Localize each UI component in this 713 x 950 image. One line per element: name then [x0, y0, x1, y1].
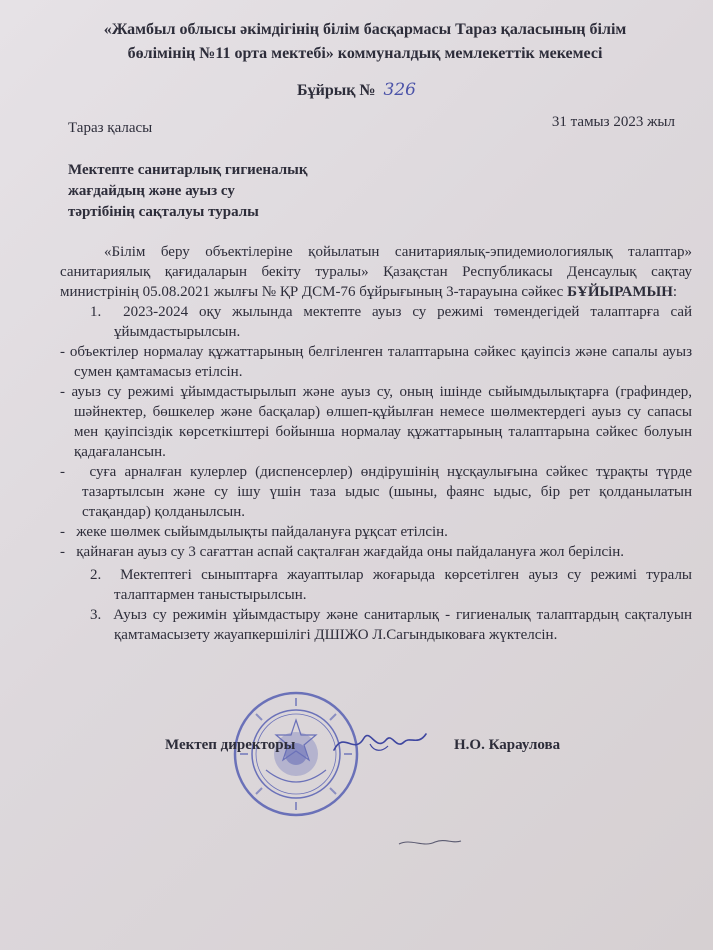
item-marker: - [60, 384, 65, 400]
list-item [60, 565, 692, 605]
subject-line-3: тәртібінің сақталуы туралы [68, 204, 259, 220]
item-marker: - [60, 544, 65, 560]
date: 31 тамыз 2023 жыл [551, 114, 675, 130]
item-marker: - [60, 344, 65, 360]
order-number: 326 [383, 80, 416, 100]
org-line-1: «Жамбыл облысы әкімдігінің білім басқармасы Тараз қаласының білім [103, 21, 627, 38]
signatory-name: Н.О. Караулова [454, 737, 561, 753]
subject-line-1: Мектепте санитарлық гигиеналық [68, 162, 308, 178]
list-item [60, 522, 692, 542]
command-colon: : [672, 284, 678, 300]
item-marker: 1. [90, 304, 102, 320]
organization-header [70, 18, 660, 66]
place: Тараз қаласы [68, 120, 153, 136]
item-text: ауыз су режимі ұйымдастырылып және ауыз су, оның ішінде сыйымдылықтарға (графиндер, шәйнектер, бөшкелер және басқалар) өлшеп-құйылған немесе шөлмектердегі ауыз су сапасы мен қауіпсіздік көрсеткіштері бойынша нормалау құжаттарының талаптарына сәйкес болуын қадағалансын. [71, 384, 692, 460]
item-text: суға арналған кулерлер (диспенсерлер) өндірушінің нұсқаулығына сәйкес тұрақты түрде тазартылсын және су ішу үшін таза ыдыс (шыны, фаянс ыдыс, бір рет қолданылатын стақандар) қолданылсын. [82, 464, 692, 520]
subject-line-2: жағдайдың және ауыз су [68, 183, 235, 199]
list-item [60, 605, 692, 645]
pen-mark-icon [395, 832, 465, 852]
order-body [60, 242, 692, 645]
item-text: қайнаған ауыз су 3 сағаттан аспай сақталған жағдайда оны пайдалануға жол берілсін. [76, 544, 625, 560]
order-title [0, 80, 713, 100]
list-item [60, 462, 692, 522]
signatory-title: Мектеп директоры [165, 737, 296, 753]
preamble-text: «Білім беру объектілеріне қойылатын санитариялық-эпидемиологиялық талаптар» санитариялық қағидаларын бекіту туралы» Қазақстан Республикасы Денсаулық сақтау министрінің 05.08.2021 жылғы № ҚР ДСМ-76 бұйрығының 3-тарауына сәйкес [60, 244, 692, 300]
command-word: БҰЙЫРАМЫН [567, 284, 673, 300]
item-marker: 2. [90, 567, 102, 583]
item-text: жеке шөлмек сыйымдылықты пайдалануға рұқсат етілсін. [76, 524, 448, 540]
item-marker: - [60, 464, 65, 480]
item-marker: - [60, 524, 65, 540]
item-text: Ауыз су режимін ұйымдастыру және санитарлық - гигиеналық талаптардың сақталуын қамтамасызету жауапкершілігі ДШІЖО Л.Сагындыковаға жүктелсін. [113, 607, 692, 643]
list-item [60, 302, 692, 342]
item-marker: 3. [90, 607, 102, 623]
item-text: Мектептегі сыныптарға жауаптылар жоғарыда көрсетілген ауыз су режимі туралы талаптармен таныстырылсын. [114, 567, 693, 603]
item-text: 2023-2024 оқу жылында мектепте ауыз су режимі төмендегідей талаптарға сай ұйымдастырылсын. [114, 304, 693, 340]
list-item [60, 342, 692, 382]
order-label: Бұйрық № [297, 82, 376, 99]
subject [68, 160, 398, 223]
org-line-2: бөлімінің №11 орта мектебі» коммуналдық мемлекеттік мекемесі [127, 45, 603, 62]
handwritten-signature-icon [330, 722, 430, 762]
item-text: объектілер нормалау құжаттарының белгіленген талаптарына сәйкес қауіпсіз және сапалы ауыз сумен қамтамасыз етілсін. [69, 344, 692, 380]
list-item [60, 382, 692, 462]
preamble [60, 242, 692, 302]
list-item [60, 542, 692, 562]
